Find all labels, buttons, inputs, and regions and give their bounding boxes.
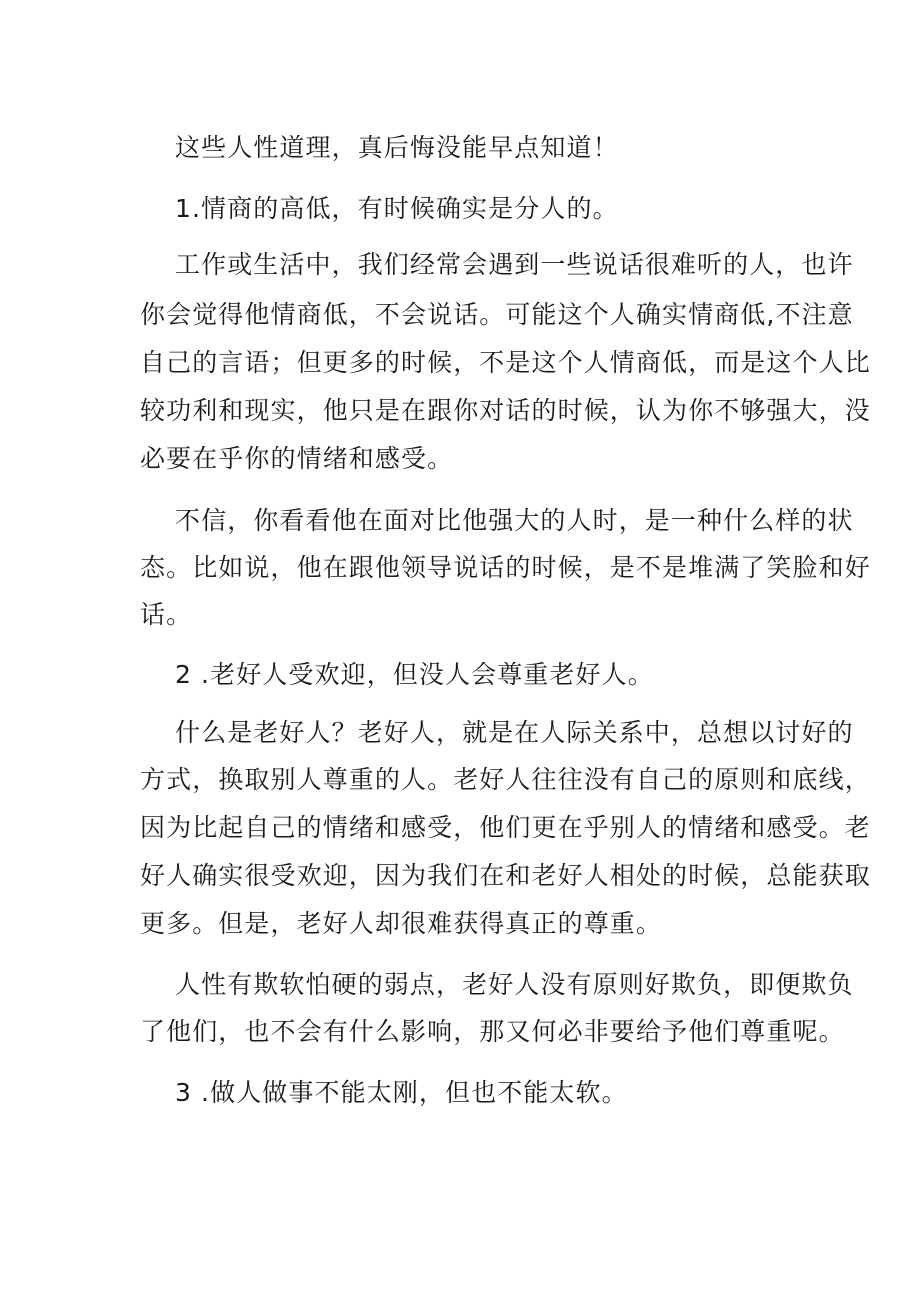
paragraph-3-line-2: 方式，换取别人尊重的人。老好人往往没有自己的原则和底线，: [140, 765, 871, 794]
paragraph-3-line-4: 好人确实很受欢迎，因为我们在和老好人相处的时候，总能获取: [140, 861, 871, 890]
paragraph-2-line-2: 态。比如说，他在跟他领导说话的时候，是不是堆满了笑脸和好: [140, 553, 871, 582]
section-heading-2: 2 .老好人受欢迎，但没人会尊重老好人。: [175, 660, 654, 689]
section-heading-1: 1.情商的高低，有时候确实是分人的。: [175, 194, 619, 223]
paragraph-1-line-4: 较功利和现实，他只是在跟你对话的时候，认为你不够强大，没: [140, 396, 871, 425]
paragraph-1-line-5: 必要在乎你的情绪和感受。: [140, 444, 454, 473]
paragraph-4-line-2: 了他们，也不会有什么影响，那又何必非要给予他们尊重呢。: [140, 1017, 845, 1046]
document-title: 这些人性道理，真后悔没能早点知道！: [175, 133, 619, 162]
paragraph-2-line-3: 话。: [140, 600, 193, 629]
paragraph-3-line-3: 因为比起自己的情绪和感受，他们更在乎别人的情绪和感受。老: [140, 813, 871, 842]
section-heading-3: 3 .做人做事不能太刚，但也不能太软。: [175, 1078, 628, 1107]
paragraph-3-line-1: 什么是老好人？老好人，就是在人际关系中，总想以讨好的: [175, 718, 854, 747]
paragraph-2-line-1: 不信，你看看他在面对比他强大的人时，是一种什么样的状: [175, 506, 854, 535]
paragraph-1-line-3: 自己的言语；但更多的时候，不是这个人情商低，而是这个人比: [140, 348, 871, 377]
paragraph-4-line-1: 人性有欺软怕硬的弱点，老好人没有原则好欺负，即便欺负: [175, 970, 854, 999]
paragraph-1-line-1: 工作或生活中，我们经常会遇到一些说话很难听的人，也许: [175, 250, 854, 279]
paragraph-3-line-5: 更多。但是，老好人却很难获得真正的尊重。: [140, 909, 663, 938]
paragraph-1-line-2: 你会觉得他情商低，不会说话。可能这个人确实情商低,不注意: [140, 300, 854, 329]
